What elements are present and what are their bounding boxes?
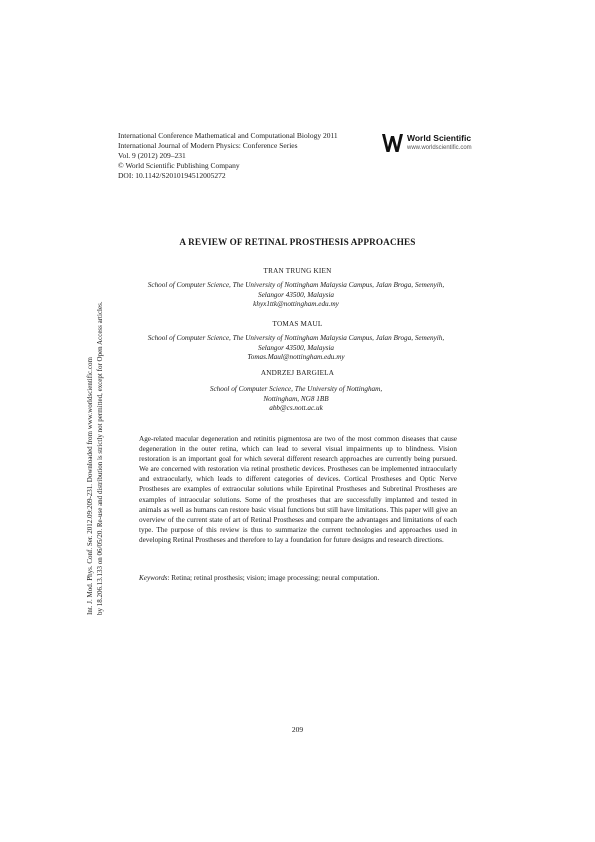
sidebar-line: Int. J. Mod. Phys. Conf. Ser. 2012.09:209-231. Downloaded from www.worldscientific.com [86, 357, 94, 615]
conference-line: International Conference Mathematical and Computational Biology 2011 [118, 131, 338, 140]
logo-url: www.worldscientific.com [407, 145, 472, 151]
keywords-text: : Retina; retinal prosthesis; vision; image processing; neural computation. [167, 574, 380, 582]
copyright-line: © World Scientific Publishing Company [118, 161, 240, 170]
affiliation-line: Nottingham, NG8 1BB [263, 394, 329, 403]
author-affiliation [120, 334, 472, 363]
logo-text: World Scientific [407, 133, 472, 143]
keywords-label: Keywords [139, 574, 168, 582]
author-affiliation [120, 281, 472, 310]
paper-title: A REVIEW OF RETINAL PROSTHESIS APPROACHES [179, 237, 416, 247]
author-email: khyx1ttk@nottingham.edu.my [253, 300, 339, 309]
journal-line: International Journal of Modern Physics: Conference Series [118, 141, 298, 150]
affiliation-line: School of Computer Science, The University of Nottingham Malaysia Campus, Jalan Broga, Semenyih, [147, 281, 445, 289]
download-sidebar [86, 215, 105, 615]
keywords [139, 573, 457, 583]
author-email: Tomas.Maul@nottingham.edu.my [247, 353, 345, 362]
author-name: TRAN TRUNG KIEN [263, 267, 332, 275]
affiliation-line: School of Computer Science, The University of Nottingham Malaysia Campus, Jalan Broga, Semenyih, [147, 334, 445, 342]
affiliation-line: School of Computer Science, The University of Nottingham, [209, 385, 383, 393]
affiliation-line: Selangor 43500, Malaysia [257, 290, 335, 299]
volume-line: Vol. 9 (2012) 209–231 [118, 151, 186, 160]
doi-line: DOI: 10.1142/S2010194512005272 [118, 171, 226, 180]
affiliation-line: Selangor 43500, Malaysia [257, 343, 335, 352]
page-number: 209 [291, 725, 304, 734]
author-email: abb@cs.nott.ac.uk [269, 404, 323, 413]
journal-header [118, 131, 338, 181]
author-affiliation [120, 385, 472, 414]
abstract: Age-related macular degeneration and retinitis pigmentosa are two of the most common diseases that cause degeneration in the outer retina, which can lead to several visual impairments up to blindness. Vision restoration is an important goal for which several different research approaches are currently being pursued. We are concerned with restoration via retinal prosthetic devices. Prostheses can be implemented intraocularly and extraocularly, which leads to different categories of devices. Cortical Prostheses and Optic Nerve Prostheses are examples of extraocular solutions while Epiretinal Prostheses and Subretinal Prostheses are examples of intraocular solutions. Some of the prostheses that are successfully implanted and tested in animals as well as humans can restore basic visual functions but still have limitations. This paper will give an overview of the current state of art of Retinal Prostheses and compare the advantages and limitations of each type. The purpose of this review is thus to summarize the current technologies and approaches used in developing Retinal Prostheses and therefore to lay a foundation for future designs and research directions. [139, 435, 457, 544]
author-name: TOMAS MAUL [272, 320, 323, 328]
author-name: ANDRZEJ BARGIELA [260, 369, 335, 377]
sidebar-line: by 18.206.13.133 on 06/05/20. Re-use and distribution is strictly not permitted, except for Open Access articles. [95, 301, 104, 615]
